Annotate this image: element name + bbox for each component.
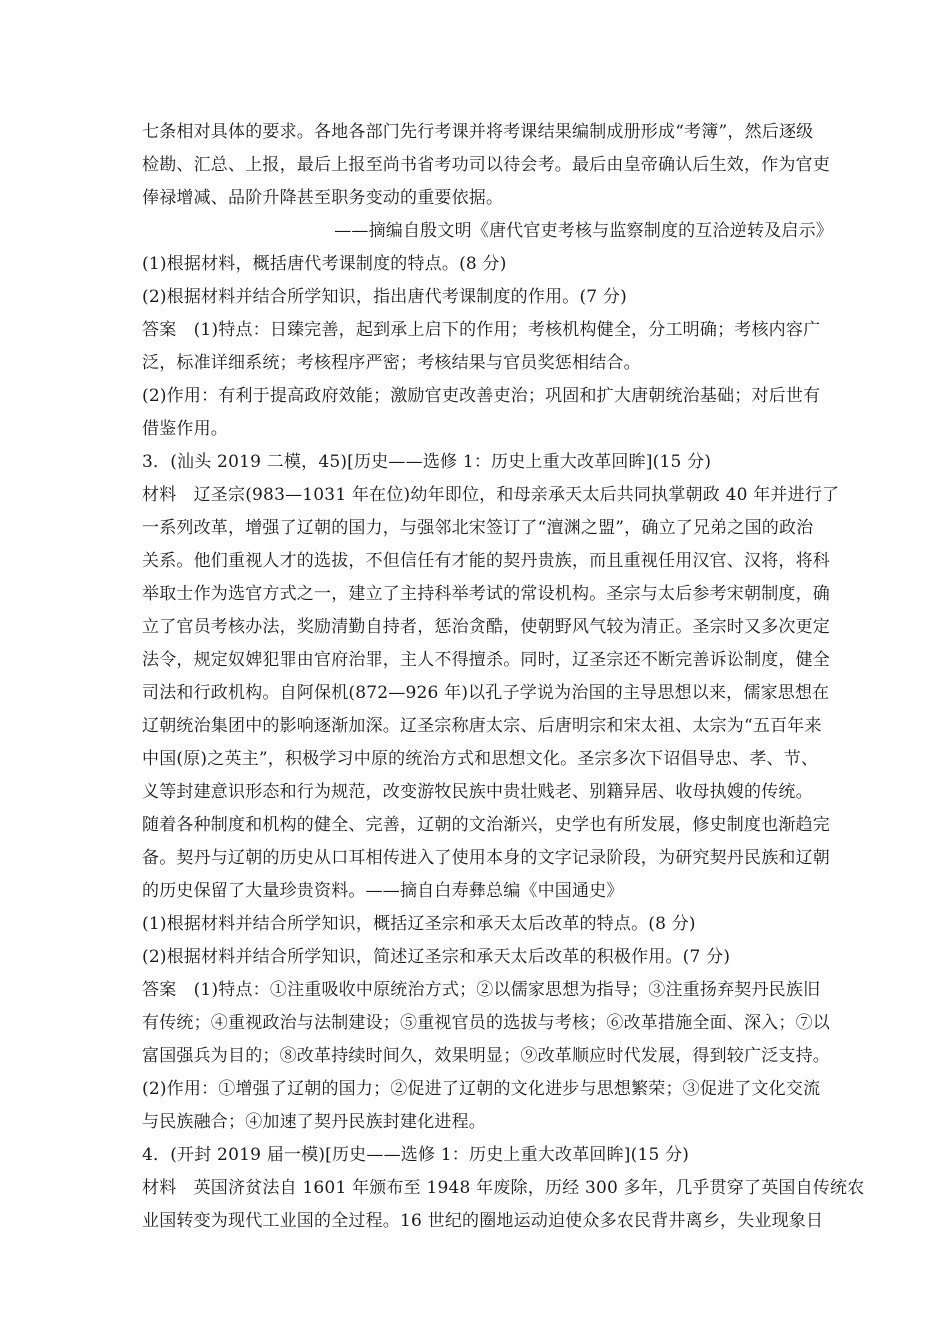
material-line: 备。契丹与辽朝的历史从口耳相传进入了使用本身的文字记录阶段，为研究契丹民族和辽朝 (142, 848, 830, 868)
material-line: 随着各种制度和机构的健全、完善，辽朝的文治渐兴，史学也有所发展，修史制度也渐趋完 (142, 815, 830, 835)
answer-line: 有传统；④重视政治与法制建设；⑤重视官员的选拔与考核；⑥改革措施全面、深入；⑦以 (142, 1013, 830, 1033)
answer-line: (2)作用：①增强了辽朝的国力；②促进了辽朝的文化进步与思想繁荣；③促进了文化交流 (142, 1079, 821, 1099)
answer-line: 富国强兵为目的；⑧改革持续时间久，效果明显；⑨改革顺应时代发展，得到较广泛支持。 (142, 1046, 830, 1066)
material-line: 材料 辽圣宗(983—1031 年在位)幼年即位，和母亲承天太后共同执掌朝政 40 年并进行了 (142, 485, 840, 505)
material-line: 义等封建意识形态和行为规范，改变游牧民族中贵壮贱老、别籍异居、收母执嫂的传统。 (142, 782, 813, 802)
material-line: 举取士作为选官方式之一，建立了主持科举考试的常设机构。圣宗与太后参考宋朝制度，确 (142, 584, 830, 604)
material-line: 关系。他们重视人才的选拔，不但信任有才能的契丹贵族，而且重视任用汉官、汉将，将科 (142, 551, 830, 571)
material-line: 司法和行政机构。自阿保机(872—926 年)以孔子学说为治国的主导思想以来，儒家思想在 (142, 683, 830, 703)
material-line: 的历史保留了大量珍贵资料。——摘自白寿彝总编《中国通史》 (142, 881, 624, 901)
question-2: (2)根据材料并结合所学知识，指出唐代考课制度的作用。(7 分) (142, 287, 627, 307)
answer-line: 泛，标准详细系统；考核程序严密；考核结果与官员奖惩相结合。 (142, 353, 641, 373)
material-line: 材料 英国济贫法自 1601 年颁布至 1948 年废除，历经 300 多年，几乎贯穿了英国自传统农 (142, 1178, 865, 1198)
answer-line: 借鉴作用。 (142, 419, 228, 439)
material-line: 法令，规定奴婢犯罪由官府治罪，主人不得擅杀。同时，辽圣宗还不断完善诉讼制度，健全 (142, 650, 830, 670)
text-line: 检勘、汇总、上报，最后上报至尚书省考功司以待会考。最后由皇帝确认后生效，作为官吏 (142, 155, 830, 175)
material-line: 一系列改革，增强了辽朝的国力，与强邻北宋签订了“澶渊之盟”，确立了兄弟之国的政治 (142, 518, 814, 538)
question-heading: 4．(开封 2019 届一模)[历史——选修 1：历史上重大改革回眸](15 分) (142, 1145, 690, 1165)
answer-line: 与民族融合；④加速了契丹民族封建化进程。 (142, 1112, 486, 1132)
answer-line: 答案 (1)特点：①注重吸收中原统治方式；②以儒家思想为指导；③注重扬弃契丹民族旧 (142, 980, 821, 1000)
material-line: 中国(原)之英主”，积极学习中原的统治方式和思想文化。圣宗多次下诏倡导忠、孝、节、 (142, 749, 819, 769)
material-line: 业国转变为现代工业国的全过程。16 世纪的圈地运动迫使众多农民背井离乡，失业现象日 (142, 1211, 824, 1231)
question-1: (1)根据材料，概括唐代考课制度的特点。(8 分) (142, 254, 507, 274)
material-line: 立了官员考核办法，奖励清勤自持者，惩治贪酷，使朝野风气较为清正。圣宗时又多次更定 (142, 617, 830, 637)
answer-line: 答案 (1)特点：日臻完善，起到承上启下的作用；考核机构健全，分工明确；考核内容广 (142, 320, 821, 340)
question-heading: 3．(汕头 2019 二模，45)[历史——选修 1：历史上重大改革回眸](15 分) (142, 452, 712, 472)
question-2: (2)根据材料并结合所学知识，简述辽圣宗和承天太后改革的积极作用。(7 分) (142, 947, 731, 967)
citation-line: ——摘编自殷文明《唐代官吏考核与监察制度的互洽逆转及启示》 (334, 221, 833, 241)
material-line: 辽朝统治集团中的影响逐渐加深。辽圣宗称唐太宗、后唐明宗和宋太祖、太宗为“五百年来 (142, 716, 822, 736)
text-line: 七条相对具体的要求。各地各部门先行考课并将考课结果编制成册形成“考簿”，然后逐级 (142, 122, 814, 142)
question-1: (1)根据材料并结合所学知识，概括辽圣宗和承天太后改革的特点。(8 分) (142, 914, 696, 934)
answer-line: (2)作用：有利于提高政府效能；激励官吏改善吏治；巩固和扩大唐朝统治基础；对后世有 (142, 386, 821, 406)
text-line: 俸禄增减、品阶升降甚至职务变动的重要依据。 (142, 188, 504, 208)
